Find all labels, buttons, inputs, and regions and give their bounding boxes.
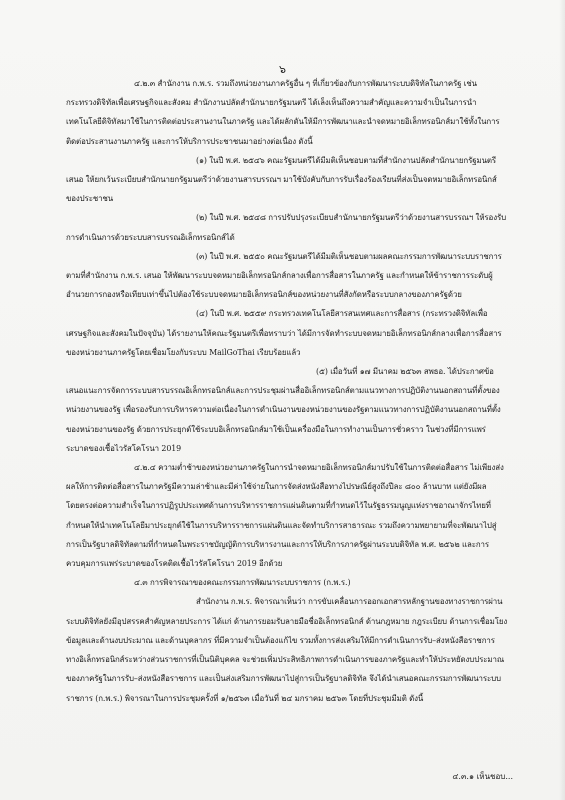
paragraph-item-2: (๒) ในปี พ.ศ. ๒๕๔๘ การปรับปรุงระเบียบสำนักนายกรัฐมนตรีว่าด้วยงานสารบรรณฯ ให้รองรับการดำเนินการด้วยระบบสารบรรณอิเล็กทรอนิกส์ได้ bbox=[66, 213, 506, 242]
paragraph-4-2-3: ๔.๒.๓ สำนักงาน ก.พ.ร. รวมถึงหน่วยงานภาครัฐอื่น ๆ ที่เกี่ยวข้องกับการพัฒนาระบบดิจิทัลในภาครัฐ เช่น กระทรวงดิจิทัลเพื่อเศรษฐกิจและสังคม สำนักงานปลัดสำนักนายกรัฐมนตรี ได้เล็งเห็นถึงความสำคัญและความจำเป็นในการนำเทคโนโลยีดิจิทัลมาใช้ในการติดต่อประสานงานในภาครัฐ และได้ผลักดันให้มีการพัฒนาและนำจดหมายอิเล็กทรอนิกส์มาใช้ทั้งในการติดต่อประสานงานภาครัฐ และการให้บริการประชาชนมาอย่างต่อเนื่อง ดังนี้ bbox=[66, 79, 500, 146]
scan-edge-shadow bbox=[559, 0, 565, 800]
continuation-marker: ๔.๓.๑ เห็นชอบ... bbox=[452, 772, 513, 781]
paragraph-item-1: (๑) ในปี พ.ศ. ๒๕๔๖ คณะรัฐมนตรีได้มีมติเห็นชอบตามที่สำนักงานปลัดสำนักนายกรัฐมนตรีเสนอ ให้ยกเว้นระเบียบสำนักนายกรัฐมนตรีว่าด้วยงานสารบรรณฯ มาใช้บังคับกับการรับเรื่องร้องเรียนที่ส่งเป็นจดหมายอิเล็กทรอนิกส์ของประชาชน bbox=[66, 155, 497, 204]
document-body bbox=[66, 74, 508, 708]
page-number: ๖ bbox=[279, 63, 286, 76]
paragraph-4-3-body: สำนักงาน ก.พ.ร. พิจารณาเห็นว่า การขับเคลื่อนการออกเอกสารหลักฐานของทางราชการผ่านระบบดิจิทัลยังมีอุปสรรคสำคัญหลายประการ ได้แก่ ด้านการยอมรับลายมือชื่ออิเล็กทรอนิกส์ ด้านกฎหมาย กฎระเบียบ ด้านการเชื่อมโยงข้อมูลและด้านงบประมาณ และด้านบุคลากร ที่มีความจำเป็นต้องแก้ไข รวมทั้งการส่งเสริมให้มีการดำเนินการรับ–ส่งหนังสือราชการทางอิเล็กทรอนิกส์ระหว่างส่วนราชการที่เป็นนิติบุคคล จะช่วยเพิ่มประสิทธิภาพการดำเนินการของภาครัฐและทำให้ประหยัดงบประมาณของภาครัฐในการรับ–ส่งหนังสือราชการ และเป็นส่งเสริมการพัฒนาไปสู่การเป็นรัฐบาลดิจิทัล จึงได้นำเสนอคณะกรรมการพัฒนาระบบราชการ (ก.พ.ร.) พิจารณาในการประชุมครั้งที่ ๑/๒๕๖๓ เมื่อวันที่ ๒๔ มกราคม ๒๕๖๓ โดยที่ประชุมมีมติ ดังนี้ bbox=[66, 597, 508, 703]
paragraph-4-2-4: ๔.๒.๔ ความต่ำช้าของหน่วยงานภาครัฐในการนำจดหมายอิเล็กทรอนิกส์มาปรับใช้ในการติดต่อสื่อสาร ไม่เพียงส่งผลให้การติดต่อสื่อสารในภาครัฐมีความล่าช้าและมีค่าใช้จ่ายในการจัดส่งหนังสือทางไปรษณีย์สูงถึงปีละ ๘๐๐ ล้านบาท แต่ยังมีผลโดยตรงต่อความสำเร็จในการปฏิรูปประเทศด้านการบริหารราชการแผ่นดินตามที่กำหนดไว้ในรัฐธรรมนูญแห่งราชอาณาจักรไทยที่กำหนดให้นำเทคโนโลยีมาประยุกต์ใช้ในการบริหารราชการแผ่นดินและจัดทำบริการสาธารณะ รวมถึงความพยายามที่จะพัฒนาไปสู่การเป็นรัฐบาลดิจิทัลตามที่กำหนดในพระราชบัญญัติการบริหารงานและการให้บริการภาครัฐผ่านระบบดิจิทัล พ.ศ. ๒๕๖๒ และการควบคุมการแพร่ระบาดของโรคติดเชื้อไวรัสโคโรนา 2019 อีกด้วย bbox=[66, 463, 504, 569]
section-heading-4-3: ๔.๓ การพิจารณาของคณะกรรมการพัฒนาระบบราชการ (ก.พ.ร.) bbox=[134, 578, 351, 588]
paragraph-item-5: (๕) เมื่อวันที่ ๑๗ มีนาคม ๒๕๖๓ สพธอ. ได้ประกาศข้อเสนอแนะการจัดการระบบสารบรรณอิเล็กทรอนิกส์และการประชุมผ่านสื่ออิเล็กทรอนิกส์ตามแนวทางการปฏิบัติงานนอกสถานที่ตั้งของหน่วยงานของรัฐ เพื่อรองรับการบริหารความต่อเนื่องในการดำเนินงานของหน่วยงานของรัฐตามแนวทางการปฏิบัติงานนอกสถานที่ตั้งของหน่วยงานของรัฐ ด้วยการประยุกต์ใช้ระบบอิเล็กทรอนิกส์มาใช้เป็นเครื่องมือในการทำงานเป็นการชั่วคราว ในช่วงที่มีการแพร่ระบาดของเชื้อไวรัสโคโรนา 2019 bbox=[66, 367, 501, 453]
paragraph-item-3: (๓) ในปี พ.ศ. ๒๕๕๐ คณะรัฐมนตรีได้มีมติเห็นชอบตามผลคณะกรรมการพัฒนาระบบราชการตามที่สำนักงาน ก.พ.ร. เสนอ ให้พัฒนาระบบจดหมายอิเล็กทรอนิกส์กลางเพื่อการสื่อสารในภาครัฐ และกำหนดให้ข้าราชการระดับผู้อำนวยการกองหรือเทียบเท่าขึ้นไปต้องใช้ระบบจดหมายอิเล็กทรอนิกส์ของหน่วยงานที่สังกัดหรือระบบกลางของภาครัฐด้วย bbox=[66, 251, 502, 300]
paragraph-item-4: (๔) ในปี พ.ศ. ๒๕๕๙ กระทรวงเทคโนโลยีสารสนเทศและการสื่อสาร (กระทรวงดิจิทัลเพื่อเศรษฐกิจและสังคมในปัจจุบัน) ได้รายงานให้คณะรัฐมนตรีเพื่อทราบว่า ได้มีการจัดทำระบบจดหมายอิเล็กทรอนิกส์กลางเพื่อการสื่อสารของหน่วยงานภาครัฐโดยเชื่อมโยงกับระบบ MailGoThai เรียบร้อยแล้ว bbox=[66, 309, 502, 357]
